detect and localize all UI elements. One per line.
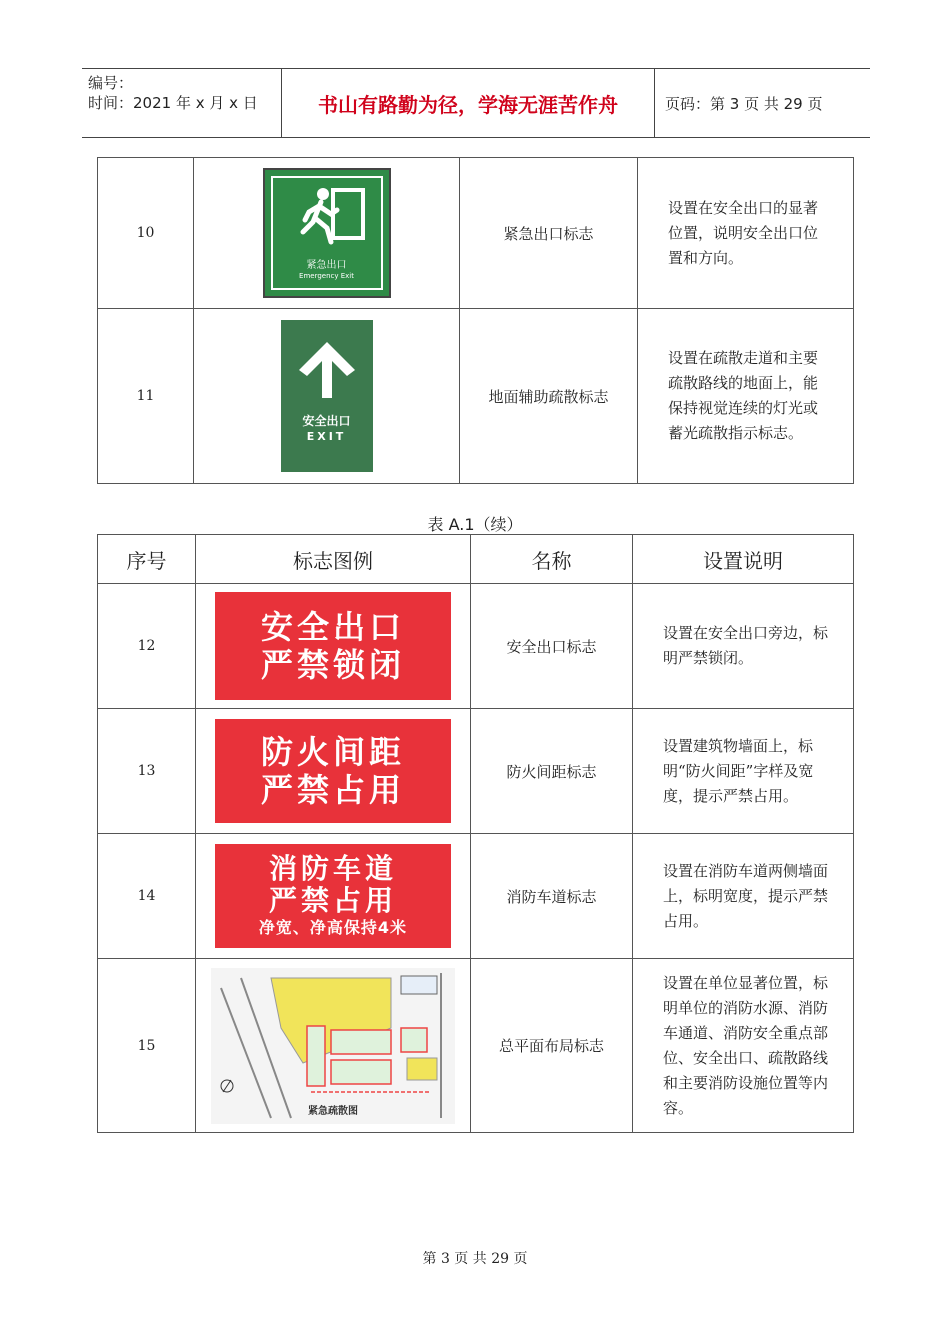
sign-name: 消防车道标志: [471, 834, 633, 959]
table-header-row: [98, 535, 854, 584]
row-number: 12: [98, 584, 196, 709]
sign-description: 设置在安全出口旁边，标明严禁锁闭。: [633, 584, 854, 709]
site-plan-drawing: [211, 968, 455, 1124]
sign-name: 地面辅助疏散标志: [460, 309, 638, 484]
header-motto: 书山有路勤为径，学海无涯苦作舟: [282, 69, 655, 137]
sign-description: 设置在疏散走道和主要疏散路线的地面上，能保持视觉连续的灯光或蓄光疏散指示标志。: [638, 309, 854, 484]
row-number: 13: [98, 709, 196, 834]
sign-line1: 消防车道: [268, 852, 397, 885]
sign-cell: [196, 709, 471, 834]
safety-exit-sign: [215, 592, 451, 700]
sign-line1: 安全出口: [260, 608, 405, 646]
sign-line2: 严禁锁闭: [260, 646, 405, 684]
sign-description: 设置在单位显著位置，标明单位的消防水源、消防车通道、消防安全重点部位、安全出口、疏散路线和主要消防设施位置等内容。: [633, 959, 854, 1133]
sign-line2: 严禁占用: [268, 884, 397, 917]
map-title: 紧急疏散图: [308, 1105, 358, 1117]
sign-name: 安全出口标志: [471, 584, 633, 709]
sign-name: 紧急出口标志: [460, 158, 638, 309]
sign-text-en: EXIT: [306, 430, 347, 443]
floor-exit-sign: [281, 320, 373, 472]
row-number: 15: [98, 959, 196, 1133]
sign-table-part1: [97, 157, 854, 484]
header-no: 序号: [98, 535, 196, 584]
sign-name: 防火间距标志: [471, 709, 633, 834]
sign-cell: [194, 309, 460, 484]
sign-text-en: Emergency Exit: [299, 272, 354, 280]
site-plan-map: [211, 968, 455, 1124]
page-info: 页码：第 3 页 共 29 页: [665, 94, 823, 113]
sign-line2: 严禁占用: [260, 771, 405, 809]
page-header: [82, 68, 870, 138]
header-sign: 标志图例: [196, 535, 471, 584]
sign-cell: [194, 158, 460, 309]
table-row: [98, 834, 854, 959]
header-desc: 设置说明: [633, 535, 854, 584]
emergency-exit-sign: [263, 168, 391, 298]
fire-lane-sign: [215, 844, 451, 948]
sign-text-cn: 紧急出口: [306, 260, 347, 271]
row-number: 14: [98, 834, 196, 959]
arrow-up-icon: [281, 320, 373, 400]
time-label: 时间：2021 年 x 月 x 日: [88, 94, 258, 112]
sign-table-part2: [97, 534, 854, 1133]
header-name: 名称: [471, 535, 633, 584]
table-row: [98, 584, 854, 709]
sign-name: 总平面布局标志: [471, 959, 633, 1133]
sign-cell: [196, 834, 471, 959]
sign-cell: [196, 959, 471, 1133]
table-row: [98, 309, 854, 484]
table-row: [98, 158, 854, 309]
fire-spacing-sign: [215, 719, 451, 823]
sign-line3: 净宽、净高保持4米: [258, 918, 408, 937]
running-man-icon: [265, 170, 393, 260]
sign-description: 设置在安全出口的显著位置，说明安全出口位置和方向。: [638, 158, 854, 309]
table-caption: 表 A.1（续）: [427, 515, 523, 534]
sign-description: 设置建筑物墙面上，标明“防火间距”字样及宽度，提示严禁占用。: [633, 709, 854, 834]
number-label: 编号：: [88, 74, 134, 92]
row-number: 11: [98, 309, 194, 484]
row-number: 10: [98, 158, 194, 309]
table-row: [98, 709, 854, 834]
table-row: [98, 959, 854, 1133]
sign-text-cn: 安全出口: [302, 414, 351, 428]
page-footer: 第 3 页 共 29 页: [422, 1251, 528, 1267]
sign-cell: [196, 584, 471, 709]
header-meta: [82, 69, 282, 137]
sign-line1: 防火间距: [260, 733, 405, 771]
sign-description: 设置在消防车道两侧墙面上，标明宽度，提示严禁占用。: [633, 834, 854, 959]
